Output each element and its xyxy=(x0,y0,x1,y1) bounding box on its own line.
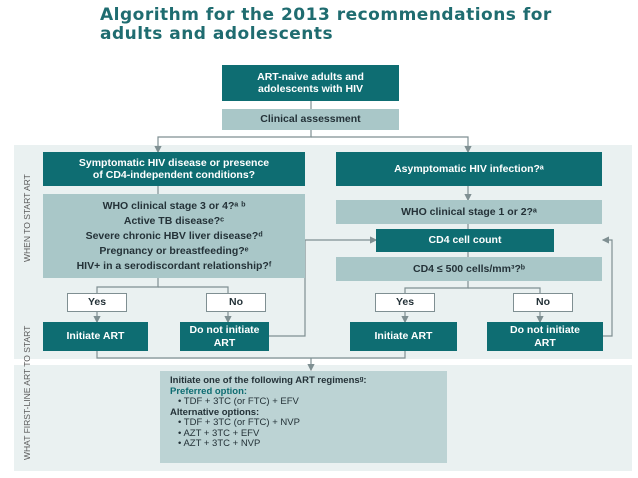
condition-item: Severe chronic HBV liver disease?ᵈ xyxy=(85,229,263,242)
asymptomatic-box: Asymptomatic HIV infection?ᵃ xyxy=(336,152,602,186)
preferred-item: • TDF + 3TC (or FTC) + EFV xyxy=(178,397,437,408)
cd4-cell-count-box: CD4 cell count xyxy=(376,229,554,252)
regimen-box xyxy=(160,371,447,463)
who-stage-1-2-box: WHO clinical stage 1 or 2?ᵃ xyxy=(336,200,602,224)
right-initiate-art-box: Initiate ART xyxy=(350,322,457,351)
symptomatic-line-2: of CD4-independent conditions? xyxy=(92,169,256,181)
cd4-threshold-box: CD4 ≤ 500 cells/mm³?ᵇ xyxy=(336,257,602,281)
alternative-label: Alternative options: xyxy=(170,406,260,418)
right-do-not-initiate-box xyxy=(487,322,603,351)
condition-item: WHO clinical stage 3 or 4?ᵃ ᵇ xyxy=(102,199,246,212)
do-not-line-2: ART xyxy=(534,336,556,349)
conditions-box xyxy=(43,194,305,278)
left-no-box: No xyxy=(206,293,266,312)
left-yes-box: Yes xyxy=(67,293,127,312)
preferred-list xyxy=(170,397,437,408)
regimen-heading: Initiate one of the following ART regimensᵍ: xyxy=(170,375,367,386)
when-to-start-label: WHEN TO START ART xyxy=(22,174,32,262)
alternative-item: • AZT + 3TC + NVP xyxy=(178,439,437,450)
title-line-1: Algorithm for the 2013 recommendations for xyxy=(100,5,552,25)
condition-item: Pregnancy or breastfeeding?ᵉ xyxy=(99,244,249,257)
symptomatic-line-1: Symptomatic HIV disease or presence xyxy=(78,156,270,169)
do-not-line-2: ART xyxy=(213,336,236,349)
title-line-2: adults and adolescents xyxy=(100,24,334,44)
left-initiate-art-box: Initiate ART xyxy=(43,322,148,351)
condition-item: Active TB disease?ᶜ xyxy=(123,214,225,227)
symptomatic-box xyxy=(43,152,305,186)
what-to-start-label: WHAT FIRST-LINE ART TO START xyxy=(22,325,32,460)
right-no-box: No xyxy=(513,293,573,312)
alternative-item: • AZT + 3TC + EFV xyxy=(178,429,437,440)
do-not-line-1: Do not initiate xyxy=(189,324,260,336)
clinical-assessment-box: Clinical assessment xyxy=(222,109,399,130)
alternative-item: • TDF + 3TC (or FTC) + NVP xyxy=(178,418,437,429)
left-do-not-initiate-box xyxy=(180,322,269,351)
alternative-list xyxy=(170,418,437,450)
preferred-label: Preferred option: xyxy=(170,385,248,397)
art-naive-line-1: ART-naive adults and xyxy=(257,70,364,83)
do-not-line-1: Do not initiate xyxy=(510,324,580,336)
art-naive-line-2: adolescents with HIV xyxy=(257,83,364,95)
art-naive-box xyxy=(222,65,399,101)
right-yes-box: Yes xyxy=(375,293,435,312)
condition-item: HIV+ in a serodiscordant relationship?ᶠ xyxy=(76,259,272,272)
